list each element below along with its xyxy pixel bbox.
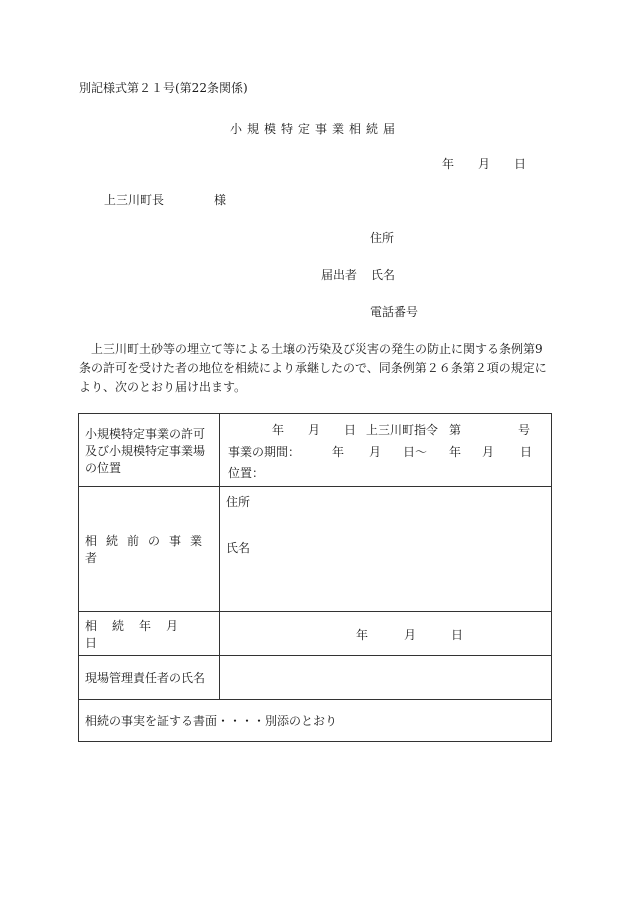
applicant-label: 届出者 — [321, 268, 358, 282]
term-year-start: 年 — [332, 445, 345, 459]
predecessor-cell — [220, 487, 552, 612]
inherit-date-cell — [220, 612, 552, 656]
table-row-inherit-date — [79, 612, 552, 656]
predecessor-name-label: 氏名 — [226, 541, 251, 555]
table-row-permit — [79, 414, 552, 487]
submission-date — [442, 156, 526, 172]
permit-label: 小規模特定事業の許可及び小規模特定事業場の位置 — [79, 414, 220, 487]
applicant-address-label: 住所 — [370, 231, 395, 245]
permit-go: 号 — [518, 423, 531, 437]
site-manager-cell — [220, 656, 552, 700]
inherit-year: 年 — [356, 627, 369, 642]
permit-year: 年 — [272, 423, 285, 437]
table-row-proof — [79, 700, 552, 742]
form-number: 別記様式第２１号(第22条関係) — [79, 81, 248, 95]
form-title: 小規模特定事業相続届 — [229, 122, 400, 136]
term-day-end: 日 — [520, 445, 533, 459]
notification-table — [78, 413, 552, 742]
applicant-name-label: 氏名 — [371, 268, 396, 282]
predecessor-label-text: 相続前の事業者 — [85, 534, 212, 565]
inherit-date-label — [79, 612, 220, 656]
inherit-day: 日 — [451, 627, 464, 642]
permit-month: 月 — [308, 423, 321, 437]
date-day-label: 日 — [514, 157, 527, 171]
term-month-end: 月 — [482, 445, 495, 459]
addressee-honorific: 様 — [214, 193, 227, 207]
permit-dai: 第 — [449, 423, 462, 437]
inherit-month: 月 — [404, 627, 417, 642]
applicant-row — [321, 267, 395, 283]
addressee — [104, 192, 226, 208]
term-month-start: 月 — [369, 445, 382, 459]
date-year-label: 年 — [442, 157, 455, 171]
inherit-date-label-text: 相続年月日 — [85, 618, 194, 650]
term-day-start: 日〜 — [403, 445, 428, 459]
date-month-label: 月 — [478, 157, 491, 171]
addressee-name: 上三川町長 — [104, 193, 165, 207]
permit-day: 日 — [344, 423, 357, 437]
term-year-end: 年 — [449, 445, 462, 459]
location-label: 位置： — [228, 466, 265, 480]
table-row-site-manager — [79, 656, 552, 700]
site-manager-label: 現場管理責任者の氏名 — [79, 656, 220, 700]
body-text: 上三川町土砂等の埋立て等による土壌の汚染及び災害の発生の防止に関する条例第9条の許可を受けた者の地位を相続により承継したので、同条例第２６条第２項の規定により、次のとおり届け出ます。 — [79, 342, 547, 394]
applicant-phone-label: 電話番号 — [370, 305, 419, 319]
term-label: 事業の期間： — [228, 445, 301, 459]
permit-town: 上三川町指令 — [366, 423, 439, 437]
proof-document-text: 相続の事実を証する書面・・・・別添のとおり — [79, 700, 552, 742]
predecessor-address-label: 住所 — [226, 495, 251, 509]
permit-cell — [220, 414, 552, 487]
table-row-predecessor — [79, 487, 552, 612]
predecessor-label — [79, 487, 220, 612]
